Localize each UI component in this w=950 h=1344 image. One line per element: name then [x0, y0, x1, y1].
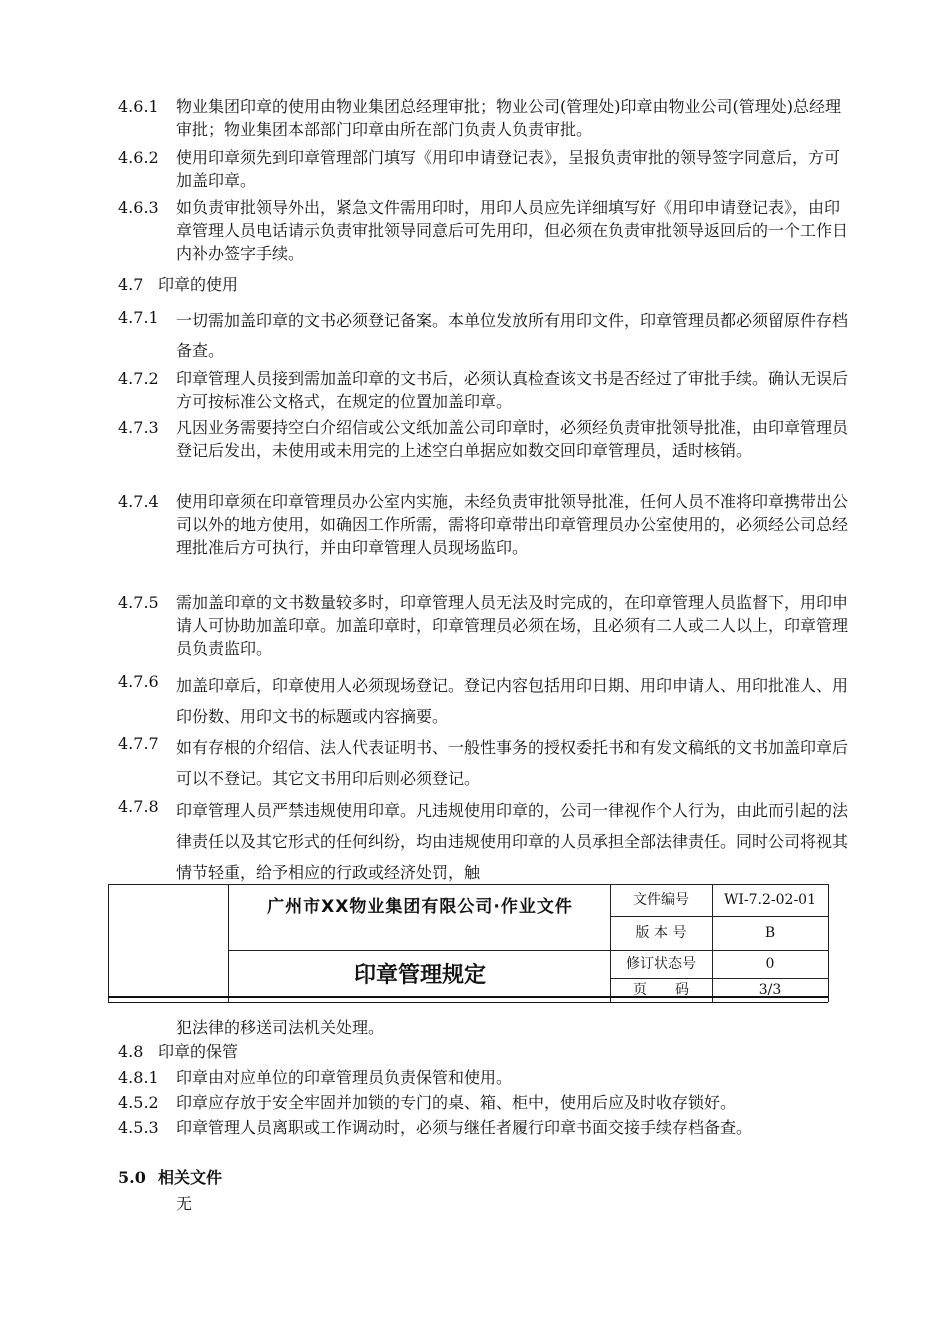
- clause-text: 印章管理人员严禁违规使用印章。凡违规使用印章的，公司一律视作个人行为，由此而引起的法律责任以及其它形式的任何纠纷，均由违规使用印章的人员承担全部法律责任。同时公司将视其情节轻重，给予相应的行政或经济处罚，触: [176, 801, 849, 882]
- section-title: 相关文件: [158, 1168, 223, 1187]
- clause-text: 一切需加盖印章的文书必须登记备案。本单位发放所有用印文件，印章管理员都必须留原件存档备查。: [176, 311, 849, 360]
- clause-text: 凡因业务需要持空白介绍信或公文纸加盖公司印章时，必须经负责审批领导批准，由印章管理员登记后发出，未使用或未用完的上述空白单据应如数交回印章管理员，适时核销。: [176, 418, 849, 460]
- clause-number: 4.5.3: [118, 1118, 159, 1137]
- section-number: 5.0: [118, 1168, 146, 1187]
- clause-text: 加盖印章后，印章使用人必须现场登记。登记内容包括用印日期、用印申请人、用印批准人、用印份数、用印文书的标题或内容摘要。: [176, 676, 849, 726]
- clause-4-7-6: [118, 670, 848, 732]
- clause-number: 4.7.1: [118, 308, 159, 327]
- clause-4-6-2: [118, 146, 848, 192]
- clause-4-7-1: [118, 306, 848, 366]
- section-number: 4.7: [118, 275, 144, 294]
- clause-text: 印章应存放于安全牢固并加锁的专门的桌、箱、柜中，使用后应及时收存锁好。: [176, 1093, 737, 1112]
- clause-number: 4.6.2: [118, 148, 159, 167]
- clause-4-7-4: [118, 490, 848, 559]
- clause-text: 需加盖印章的文书数量较多时，印章管理人员无法及时完成的，在印章管理人员监督下，用印申请人可协助加盖印章。加盖印章时，印章管理员必须在场，且必须有二人或二人以上，印章管理员负责监印。: [176, 593, 849, 658]
- clause-number: 4.6.3: [118, 198, 159, 217]
- clause-number: 4.7.5: [118, 593, 159, 612]
- label-version: 版 本 号: [635, 925, 687, 941]
- value-version: B: [764, 925, 776, 941]
- clause-number: 4.7.4: [118, 492, 159, 511]
- clause-4-6-1: [118, 95, 848, 141]
- value-page: 3/3: [758, 982, 782, 996]
- section-heading-4-8: [118, 1040, 238, 1063]
- section-title: 印章的使用: [158, 275, 239, 294]
- clause-number: 4.7.7: [118, 734, 159, 753]
- company-name: 广州市XX物业集团有限公司·作业文件: [267, 897, 573, 917]
- section-heading-5-0: [118, 1166, 222, 1189]
- section-number: 4.8: [118, 1042, 144, 1061]
- clause-4-7-3: [118, 416, 848, 462]
- clause-text: 使用印章须在印章管理员办公室内实施，未经负责审批领导批准，任何人员不准将印章携带出公司以外的地方使用，如确因工作所需，需将印章带出印章管理员办公室使用的，必须经公司总经理批准后方可执行，并由印章管理人员现场监印。: [176, 492, 849, 557]
- clause-4-7-5: [118, 591, 848, 660]
- clause-4-8-1: [118, 1066, 848, 1089]
- document-title: 印章管理规定: [353, 963, 486, 988]
- clause-number: 4.5.2: [118, 1093, 159, 1112]
- clause-number: 4.8.1: [118, 1068, 159, 1087]
- document-header-table: [108, 884, 828, 1002]
- clause-text: 印章由对应单位的印章管理员负责保管和使用。: [176, 1068, 513, 1087]
- clause-text: 印章管理人员离职或工作调动时，必须与继任者履行印章书面交接手续存档备查。: [176, 1118, 753, 1137]
- section-heading-4-7: [118, 273, 238, 296]
- value-doc-number: WI-7.2-02-01: [723, 892, 816, 908]
- label-page: 页 码: [633, 982, 689, 996]
- clause-text: 印章管理人员接到需加盖印章的文书后，必须认真检查该文书是否经过了审批手续。确认无误后方可按标准公文格式，在规定的位置加盖印章。: [176, 369, 849, 411]
- clause-4-7-7: [118, 732, 848, 794]
- continuation-text: 犯法律的移送司法机关处理。: [176, 1018, 385, 1037]
- clause-number: 4.7.3: [118, 418, 159, 437]
- clause-4-6-3: [118, 196, 848, 265]
- label-revision: 修订状态号: [626, 956, 696, 972]
- clause-text: 如有存根的介绍信、法人代表证明书、一般性事务的授权委托书和有发文稿纸的文书加盖印章后可以不登记。其它文书用印后则必须登记。: [176, 738, 849, 788]
- clause-text: 使用印章须先到印章管理部门填写《用印申请登记表》，呈报负责审批的领导签字同意后，方可加盖印章。: [176, 148, 841, 190]
- clause-number: 4.7.2: [118, 369, 159, 388]
- clause-4-5-3: [118, 1116, 848, 1139]
- clause-4-7-8: [118, 795, 848, 888]
- clause-text: 物业集团印章的使用由物业集团总经理审批；物业公司(管理处)印章由物业公司(管理处)总经理审批；物业集团本部部门印章由所在部门负责人负责审批。: [176, 97, 841, 139]
- clause-number: 4.7.6: [118, 672, 159, 691]
- section-5-body: 无: [176, 1194, 193, 1213]
- clause-4-7-2: [118, 367, 848, 413]
- clause-number: 4.6.1: [118, 97, 159, 116]
- label-doc-number: 文件编号: [633, 892, 689, 908]
- clause-number: 4.7.8: [118, 797, 159, 816]
- value-revision: 0: [765, 956, 775, 972]
- clause-text: 如负责审批领导外出，紧急文件需用印时，用印人员应先详细填写好《用印申请登记表》，由印章管理人员电话请示负责审批领导同意后可先用印，但必须在负责审批领导返回后的一个工作日内补办签字手续。: [176, 198, 849, 263]
- clause-4-5-2: [118, 1091, 848, 1114]
- section-title: 印章的保管: [158, 1042, 239, 1061]
